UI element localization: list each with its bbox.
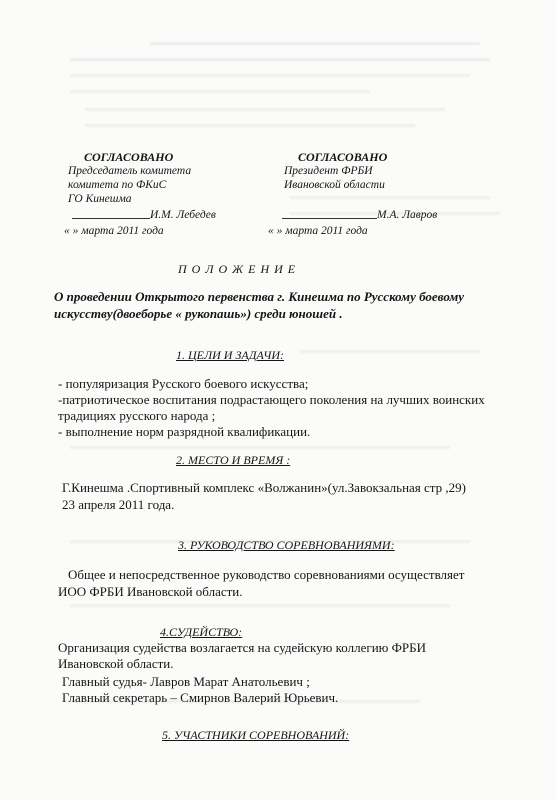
approval-right-line1: Президент ФРБИ	[284, 165, 373, 177]
section4-line4: Главный секретарь – Смирнов Валерий Юрьевич.	[62, 690, 339, 705]
section5-heading: 5. УЧАСТНИКИ СОРЕВНОВАНИЙ:	[162, 728, 350, 742]
section1-item: - выполнение норм разрядной квалификации.	[58, 424, 311, 439]
section2-heading: 2. МЕСТО И ВРЕМЯ :	[176, 453, 291, 467]
approval-right-heading: СОГЛАСОВАНО	[298, 150, 388, 164]
section3-heading: 3. РУКОВОДСТВО СОРЕВНОВАНИЯМИ:	[178, 538, 395, 552]
approval-right-line2: Ивановской области	[284, 179, 385, 191]
approval-left-line3: ГО Кинешма	[68, 193, 132, 205]
approval-left-line1: Председатель комитета	[68, 165, 192, 177]
section1-heading: 1. ЦЕЛИ И ЗАДАЧИ:	[176, 348, 285, 362]
section4-line2: Ивановской области.	[58, 656, 174, 671]
approval-left-line2: комитета по ФКиС	[68, 179, 167, 191]
document-subtitle-line1: О проведении Открытого первенства г. Кинешма по Русскому боевому	[54, 289, 465, 304]
section1-item: традициях русского народа ;	[58, 408, 216, 423]
section1-item: - популяризация Русского боевого искусства;	[58, 376, 309, 391]
approval-left-signer: И.М. Лебедев	[150, 209, 216, 221]
signature-line-left	[72, 218, 150, 219]
approval-left-heading: СОГЛАСОВАНО	[84, 150, 174, 164]
section1-item: -патриотическое воспитания подрастающего поколения на лучших воинских	[58, 392, 485, 407]
section4-line1: Организация судейства возлагается на судейскую коллегию ФРБИ	[58, 640, 426, 655]
approval-right-signer: М.А. Лавров	[377, 209, 438, 221]
section3-line2: ИОО ФРБИ Ивановской области.	[58, 584, 243, 599]
section2-line1: Г.Кинешма .Спортивный комплекс «Волжанин»(ул.Завокзальная стр ,29)	[62, 480, 466, 495]
section4-line3: Главный судья- Лавров Марат Анатольевич ;	[62, 674, 310, 689]
signature-line-right	[282, 218, 377, 219]
approval-left-date: « » марта 2011 года	[64, 225, 164, 237]
approval-right-date: « » марта 2011 года	[268, 225, 368, 237]
document-subtitle-line2: искусству(двоеборье « рукопашь») среди юношей .	[54, 306, 343, 321]
section4-heading: 4.СУДЕЙСТВО:	[160, 625, 243, 639]
section3-line1: Общее и непосредственное руководство соревнованиями осуществляет	[68, 567, 465, 582]
section2-line2: 23 апреля 2011 года.	[62, 497, 175, 512]
document-title: П О Л О Ж Е Н И Е	[178, 262, 297, 276]
